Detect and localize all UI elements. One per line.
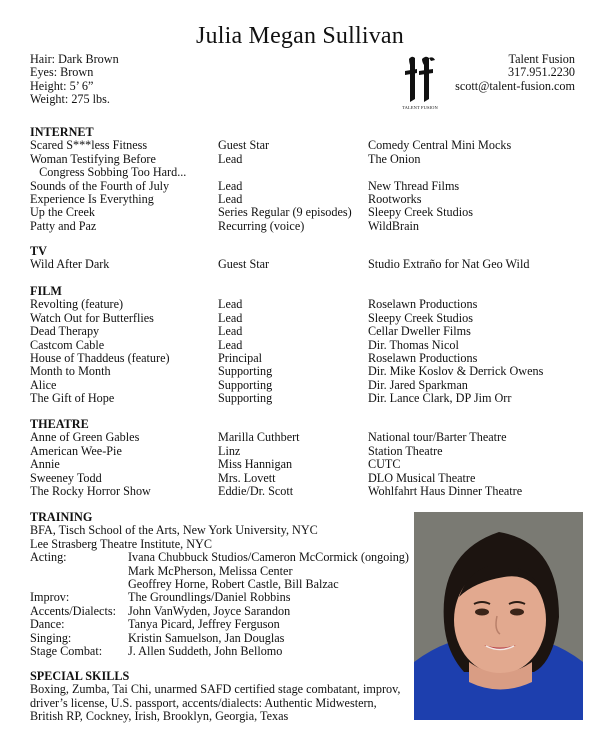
credit-company: Roselawn Productions <box>368 350 478 365</box>
training-value: Tanya Picard, Jeffrey Ferguson <box>128 617 280 632</box>
credit-row <box>30 485 590 498</box>
credit-role: Lead <box>218 297 243 312</box>
headshot-photo <box>414 512 583 720</box>
credit-company: Sleepy Creek Studios <box>368 310 473 325</box>
credit-title: Dead Therapy <box>30 324 100 339</box>
stat-weight: Weight: 275 lbs. <box>30 92 110 107</box>
credit-title: House of Thaddeus (feature) <box>30 350 170 365</box>
credit-row <box>30 298 590 311</box>
training-entry <box>30 618 415 631</box>
credit-company: Station Theatre <box>368 443 443 458</box>
credit-company: WildBrain <box>368 218 419 233</box>
credit-title: Sounds of the Fourth of July <box>30 178 170 193</box>
credit-row <box>30 206 590 219</box>
credit-company: The Onion <box>368 151 421 166</box>
training-value: Ivana Chubbuck Studios/Cameron McCormick (ongoing) <box>128 550 409 565</box>
credit-role: Miss Hannigan <box>218 457 293 472</box>
credit-role: Lead <box>218 178 243 193</box>
training-entry <box>30 605 415 618</box>
credit-role: Lead <box>218 337 243 352</box>
credit-row <box>30 339 590 352</box>
training-entry <box>30 551 415 564</box>
credit-role: Supporting <box>218 364 273 379</box>
credit-row <box>30 139 590 152</box>
credit-role: Lead <box>218 324 243 339</box>
credit-row <box>30 431 590 444</box>
training-value: Kristin Samuelson, Jan Douglas <box>128 630 285 645</box>
credit-role: Linz <box>218 443 241 458</box>
section-film <box>30 285 590 406</box>
tf-logo-icon <box>400 55 440 105</box>
section-theatre <box>30 418 590 498</box>
credit-title: Watch Out for Butterflies <box>30 310 154 325</box>
credit-row <box>30 180 590 193</box>
credit-role: Supporting <box>218 377 273 392</box>
credit-title: Wild After Dark <box>30 257 110 272</box>
credit-role: Lead <box>218 310 243 325</box>
section-title: FILM <box>30 284 62 298</box>
credit-title: Alice <box>30 377 57 392</box>
section-internet <box>30 126 590 233</box>
skills-text: Boxing, Zumba, Tai Chi, unarmed SAFD certified stage combatant, improv, driver’s license, U.S. passport, accents/dialects: Authentic Midwestern, British RP, Cockney, Irish, Brooklyn, Georgia, Texas <box>30 682 401 724</box>
credit-title: Revolting (feature) <box>30 297 124 312</box>
credit-company: Sleepy Creek Studios <box>368 205 473 220</box>
credit-company: Roselawn Productions <box>368 297 478 312</box>
stat-hair: Hair: Dark Brown <box>30 52 119 66</box>
credit-company: Dir. Thomas Nicol <box>368 337 459 352</box>
training-value: The Groundlings/Daniel Robbins <box>128 590 291 605</box>
credit-title: Sweeney Todd <box>30 470 102 485</box>
training-value: Mark McPherson, Melissa Center <box>128 563 293 578</box>
credit-role: Guest Star <box>218 257 270 272</box>
training-value: Geoffrey Horne, Robert Castle, Bill Balzac <box>128 576 339 591</box>
physical-stats <box>30 53 119 107</box>
credit-role: Recurring (voice) <box>218 218 305 233</box>
headshot-icon <box>414 512 583 720</box>
credit-row <box>30 352 590 365</box>
training-label: Singing: <box>30 630 72 645</box>
section-tv <box>30 245 590 272</box>
credit-role: Series Regular (9 episodes) <box>218 205 352 220</box>
agency-contact <box>455 53 575 93</box>
credit-title: Patty and Paz <box>30 218 97 233</box>
credit-company: Wohlfahrt Haus Dinner Theatre <box>368 483 523 498</box>
training-label: Stage Combat: <box>30 643 103 658</box>
credit-role: Lead <box>218 151 243 166</box>
training-label: Acting: <box>30 550 67 565</box>
credit-title: The Rocky Horror Show <box>30 483 151 498</box>
credit-company: Dir. Lance Clark, DP Jim Orr <box>368 391 512 406</box>
actor-name: Julia Megan Sullivan <box>196 23 404 49</box>
credit-row <box>30 258 590 271</box>
section-title: INTERNET <box>30 125 94 139</box>
credit-title: Castcom Cable <box>30 337 105 352</box>
credit-title: Anne of Green Gables <box>30 430 140 445</box>
talent-fusion-logo <box>400 55 440 113</box>
stat-height: Height: 5’ 6” <box>30 78 94 93</box>
credit-row <box>30 153 590 166</box>
credit-row <box>30 392 590 405</box>
credit-row <box>30 458 590 471</box>
agency-phone[interactable]: 317.951.2230 <box>507 65 575 80</box>
credit-company: Dir. Jared Sparkman <box>368 377 468 392</box>
credit-row <box>30 379 590 392</box>
credit-row <box>30 166 590 179</box>
credit-title: Up the Creek <box>30 205 95 220</box>
credit-company: Rootworks <box>368 191 422 206</box>
credit-row <box>30 325 590 338</box>
agency-email[interactable]: scott@talent-fusion.com <box>455 78 575 93</box>
stat-eyes: Eyes: Brown <box>30 65 94 80</box>
section-title: SPECIAL SKILLS <box>30 669 130 683</box>
credit-title: Congress Sobbing Too Hard... <box>30 165 187 180</box>
credit-title: Annie <box>30 457 60 472</box>
credit-role: Guest Star <box>218 138 270 153</box>
training-line: BFA, Tisch School of the Arts, New York University, NYC <box>30 523 318 538</box>
credit-title: Woman Testifying Before <box>30 151 156 166</box>
training-entry <box>30 632 415 645</box>
credit-role: Principal <box>218 350 263 365</box>
training-value: John VanWyden, Joyce Sarandon <box>128 603 291 618</box>
training-value: J. Allen Suddeth, John Bellomo <box>128 643 283 658</box>
credit-company: CUTC <box>368 457 401 472</box>
credit-title: The Gift of Hope <box>30 391 115 406</box>
section-title: TV <box>30 244 47 258</box>
credit-role: Marilla Cuthbert <box>218 430 300 445</box>
training-label: Accents/Dialects: <box>30 603 116 618</box>
logo-text: TALENT FUSION <box>402 105 438 110</box>
credit-title: Experience Is Everything <box>30 191 154 206</box>
section-title: TRAINING <box>30 510 93 524</box>
credit-row <box>30 445 590 458</box>
section-special-skills <box>30 670 410 724</box>
credit-row <box>30 312 590 325</box>
training-label: Improv: <box>30 590 70 605</box>
training-line: Lee Strasberg Theatre Institute, NYC <box>30 536 212 551</box>
credit-title: Scared S***less Fitness <box>30 138 148 153</box>
credit-company: National tour/Barter Theatre <box>368 430 507 445</box>
credit-title: American Wee-Pie <box>30 443 122 458</box>
training-entry <box>30 565 415 578</box>
credit-row <box>30 193 590 206</box>
credit-company: Dir. Mike Koslov & Derrick Owens <box>368 364 544 379</box>
credit-role: Supporting <box>218 391 273 406</box>
credit-company: New Thread Films <box>368 178 460 193</box>
credit-row <box>30 472 590 485</box>
section-title: THEATRE <box>30 417 89 431</box>
credit-company: Studio Extraño for Nat Geo Wild <box>368 257 530 272</box>
training-entry <box>30 645 415 658</box>
training-label: Dance: <box>30 617 65 632</box>
agency-name: Talent Fusion <box>508 52 575 66</box>
training-entry <box>30 591 415 604</box>
credit-title: Month to Month <box>30 364 111 379</box>
credit-row <box>30 220 590 233</box>
credit-company: DLO Musical Theatre <box>368 470 476 485</box>
credit-role: Mrs. Lovett <box>218 470 276 485</box>
training-entry <box>30 578 415 591</box>
credit-row <box>30 365 590 378</box>
credit-role: Eddie/Dr. Scott <box>218 483 294 498</box>
credit-company: Comedy Central Mini Mocks <box>368 138 512 153</box>
credit-company: Cellar Dweller Films <box>368 324 471 339</box>
section-training <box>30 511 415 658</box>
credit-role: Lead <box>218 191 243 206</box>
